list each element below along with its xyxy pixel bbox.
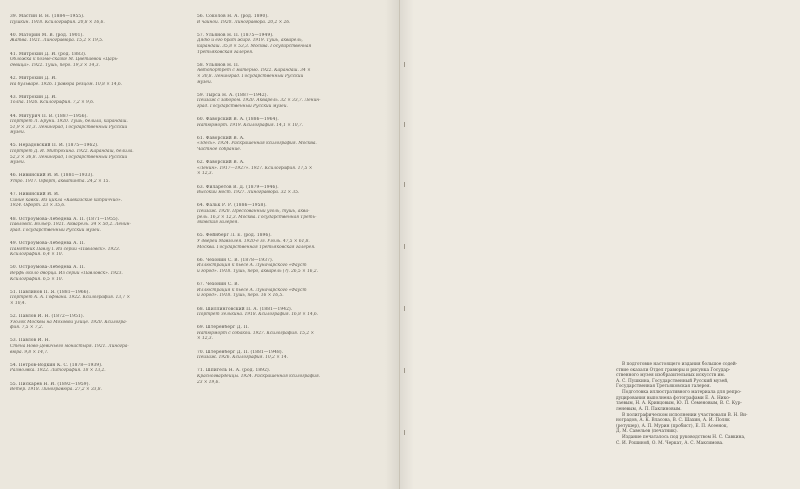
entry-description-line: Толпа. 1926. Ксилография. 7,2 × 9,6. — [10, 100, 95, 106]
catalog-entry — [197, 117, 367, 128]
catalog-entry — [197, 93, 367, 110]
entry-description-line: × 12,3. — [197, 171, 213, 177]
colophon — [616, 362, 792, 446]
entry-description-line: × 10,4. — [10, 300, 26, 306]
entry-description-line: град. Государственный Русский музей. — [10, 227, 101, 233]
entry-artist: 51. Павлинов П. Я. (1881—1966). — [10, 289, 90, 295]
entry-artist: 56. Соколов Н. А. (род. 1890). — [197, 14, 269, 19]
entry-artist: 49. Остроумова-Лебедева А. П. — [10, 240, 85, 246]
catalog-entry — [197, 368, 367, 385]
colophon-line: таевым, Н. А. Кривцовым, Ю. П. Семеновым, В. С. Кур- — [616, 401, 742, 406]
entry-artist: 60. Фаворский В. А. (1886—1964). — [197, 117, 279, 123]
catalog-entry — [10, 114, 170, 136]
entry-description-line: Пушкин. 1918. Ксилография. 20,8 × 16,6. — [10, 19, 105, 25]
catalog-entry — [10, 14, 170, 25]
catalog-entry — [10, 33, 170, 44]
colophon-paragraph — [616, 435, 792, 446]
colophon-line: С. И. Рошиной, О. М. Черкат, А. С. Максимова. — [616, 440, 724, 446]
entry-description-line: Натюрморт. 1919. Ксилография. 14,1 × 10,7. — [197, 122, 304, 128]
entry-description-line: Портрет Зелькина. 1918. Ксилография. 16,8 × 14,6. — [197, 312, 319, 318]
entry-artist: 64. Фальк Р. Р. (1886—1958). — [197, 203, 267, 209]
catalog-entry — [197, 307, 367, 318]
catalog-entry — [197, 136, 367, 153]
catalog-entry — [197, 63, 367, 85]
entry-artist: 54. Петров-Водкин К. С. (1878—1939). — [10, 362, 103, 368]
entry-artist: 61. Фаворский В. А. — [197, 135, 245, 141]
entry-artist: 50. Остроумова-Лебедева А. П. — [10, 265, 85, 271]
entry-artist: 68. Шиллинговский П. А. (1881—1942). — [197, 306, 293, 312]
stitch-mark — [404, 430, 405, 435]
entry-artist: 66. Чехонин С. В. (1878—1937). — [197, 257, 274, 263]
entry-artist: 58. Ульянов Н. П. — [197, 62, 240, 68]
colophon-paragraph — [616, 362, 792, 390]
catalog-entry — [197, 282, 367, 299]
colophon-paragraph — [616, 413, 792, 435]
colophon-line: дуцирования выполнена фотографами Е. А. Нико- — [616, 395, 731, 401]
catalog-entry — [197, 14, 367, 25]
entry-description-line: Иллюстрация к пьесе А. Луначарского «Фауст — [197, 263, 307, 269]
entry-description-line: Пейзаж с забором. 1920. Акварель. 32 × 33,7. Ленин- — [197, 98, 321, 104]
entry-description-line: Ксилография. 6,5 × 10. — [10, 276, 64, 282]
catalog-entry — [10, 290, 170, 307]
entry-description-line: 1924. Офорт. 23 × 35,6. — [10, 203, 66, 209]
colophon-line: В подготовке настоящего издания большое содей- — [622, 362, 738, 367]
entry-artist: 63. Филаретов В. Д. (1879—1946). — [197, 184, 279, 190]
catalog-entry — [197, 233, 367, 250]
entry-artist: 52. Павлов И. Н. (1872—1951). — [10, 314, 85, 320]
colophon-line: ственного музея изобразительных искусств им. — [616, 373, 726, 378]
catalog-entry — [10, 382, 170, 393]
stitch-mark — [404, 368, 405, 373]
entry-artist: 53. Павлов И. Н. — [10, 338, 51, 344]
entry-description-line: Иллюстрация к пьесе А. Луначарского «Фауст — [197, 287, 307, 293]
catalog-entry — [10, 265, 170, 282]
entry-description-line: Уголок Москвы на Моховой улице. 1920. Ксилогра- — [10, 319, 128, 325]
entry-artist: 69. Штеренберг Д. П. — [197, 325, 250, 331]
entry-artist: 39. Мастин В. Н. (1884—1955). — [10, 14, 85, 19]
entry-artist: 41. Митрохин Д. И. (род. 1883). — [10, 51, 87, 57]
right-page — [400, 0, 800, 489]
catalog-entry — [197, 33, 367, 55]
catalog-entry — [197, 325, 367, 342]
entry-description-line: Обложка к поэме-сказке М. Цветаевой «Царь- — [10, 57, 119, 63]
catalog-entry — [197, 185, 367, 196]
entry-description-line: Высокий мост. 1927. Линогравюра. 32 × 35. — [197, 190, 300, 196]
entry-description-line: карандаш. 35,8 × 53,3. Москва. Государственная — [197, 43, 312, 49]
binding-stitches — [404, 0, 405, 489]
stitch-mark — [404, 244, 405, 249]
catalog-entry — [197, 160, 367, 177]
entry-description-line: Жатва. 1921. Линогравюра. 15,2 × 19,5. — [10, 38, 104, 44]
entry-description-line: и город». 1918. Тушь, перо. 16 × 16,5. — [197, 293, 284, 299]
entry-description-line: музей. — [10, 130, 26, 136]
entry-description-line: Дядю и его брат жирг. 1919. Тушь, акварель, — [197, 38, 303, 44]
entry-description-line: У дверей Мавзолея. 1920-е гг. Уголь. 47,5 × 61,8. — [197, 238, 310, 244]
catalog-entry — [10, 217, 170, 234]
colophon-line: Подготовка иллюстративного материала для репро- — [622, 390, 742, 395]
entry-description-line: Размолвка. 1922. Литография. 18 × 13,2. — [10, 368, 106, 374]
entry-description-line: × 12,3. — [197, 336, 213, 342]
entry-description-line: 51,9 × 31,3. Ленинград, Государственный Русский — [10, 124, 128, 130]
entry-description-line: 23 × 19,6. — [197, 379, 220, 385]
entry-description-line: Ксилография. 6,4 × 10. — [10, 252, 64, 258]
entry-description-line: 52,3 × 36,8. Ленинград, Государственный Русский — [10, 154, 128, 160]
colophon-line: Издание печаталось под руководством Н. С. Савкина, — [622, 435, 746, 440]
entry-description-line: рель. 16,3 × 12,3. Москва. Государственная Треть- — [197, 214, 317, 220]
entry-description-line: музей. — [10, 160, 26, 166]
entry-description-line: и город». 1918. Тушь, перо, акварель (?). 26,5 × 16,2. — [197, 268, 319, 274]
catalog-entry — [10, 95, 170, 106]
entry-artist: 45. Нерадовский П. И. (1875—1962). — [10, 143, 99, 149]
entry-description-line: × 30,8. Ленинград. Государственный Русский — [197, 73, 304, 79]
entry-description-line: Памятник Павлу I. Из серии «Павловск». 1923. — [10, 246, 121, 252]
entry-description-line: Третьяковская галерея. — [197, 49, 254, 55]
colophon-line: леневым, А. П. Паклиновым. — [616, 406, 682, 412]
entry-description-line: Натюрморт с собакой. 1927. Ксилография. 15,2 × — [197, 330, 315, 336]
entry-description-line: «Ленин». 1917—1927». 1927. Ксилография. 17,5 × — [197, 165, 313, 171]
catalog-entry — [197, 258, 367, 275]
catalog-column-2 — [197, 14, 367, 393]
entry-description-line: «Здесь». 1924. Раскрашенная ксилография. Москва. — [197, 141, 317, 147]
entry-artist: 67. Чехонин С. В. — [197, 282, 240, 288]
entry-description-line: Портрет А. А. Гофмана. 1922. Ксилография. 13,7 × — [10, 295, 131, 301]
stitch-mark — [404, 182, 405, 187]
catalog-column-1 — [10, 14, 170, 400]
entry-description-line: Утро. 1917. Офорт, акватинта. 24,2 × 15. — [10, 179, 110, 185]
colophon-line: В полиграфическом исполнении участвовали В. Н. Ви- — [622, 412, 748, 418]
entry-artist: 47. Нивинский И. И. — [10, 192, 60, 198]
entry-artist: 71. Шпигель Н. А. (род. 1892). — [197, 368, 271, 374]
entry-description-line: вюра. 9,8 × 14,7. — [10, 349, 49, 355]
entry-description-line: Автопортрет с матерью. 1922. Карандаш. 34 × — [197, 68, 311, 74]
entry-description-line: град. Государственный Русский музей. — [197, 103, 288, 109]
entry-description-line: Красногвардейцы. 1924. Раскрашенная ксилография. — [197, 374, 321, 380]
entry-artist: 62. Фаворский В. А. — [197, 160, 245, 166]
entry-description-line: Портрет Д. И. Митрохина. 1922. Карандаш, белила. — [10, 149, 134, 155]
stitch-mark — [404, 62, 405, 67]
catalog-entry — [197, 203, 367, 225]
catalog-entry — [10, 52, 170, 69]
entry-description-line: В чайной. 1920. Линогравюра. 20,2 × 26. — [197, 19, 291, 25]
colophon-line: ствие оказали Отдел гравюры и рисунка Государ- — [616, 367, 731, 373]
entry-description-line: Верфь около дворца. Из серии «Павловск». 1923. — [10, 270, 123, 276]
entry-artist: 46. Нивинский И. И. (1881—1933). — [10, 173, 94, 179]
entry-description-line: Москва. Государственная Третьяковская галерея. — [197, 244, 316, 250]
catalog-entry — [10, 338, 170, 355]
catalog-entry — [10, 76, 170, 87]
entry-description-line: Частное собрание. — [197, 147, 242, 153]
stitch-mark — [404, 122, 405, 127]
entry-description-line: Портрет Л. Бруни. 1920. Тушь, белила, карандаш. — [10, 119, 128, 125]
catalog-entry — [197, 350, 367, 361]
catalog-entry — [10, 314, 170, 331]
entry-description-line: На бульваре. 1926. Гравюра резцом. 10,8 × 14,6. — [10, 81, 123, 87]
catalog-entry — [10, 363, 170, 374]
entry-description-line: Синие кавки. Из цикла «Кавказские каприччио». — [10, 197, 122, 203]
catalog-entry — [10, 143, 170, 165]
colophon-line: ноградов, А. К. Власова, В. С. Шахин, А. И. Поляк — [616, 418, 730, 423]
entry-description-line: яковская галерея. — [197, 220, 239, 226]
catalog-entry — [10, 241, 170, 258]
entry-artist: 55. Пискарев Н. И. (1892—1959). — [10, 381, 91, 387]
entry-artist: 65. Фейнберг Л. Е. (род. 1896). — [197, 233, 272, 239]
colophon-line: Д. М. Савельев (печатник). — [616, 429, 678, 434]
entry-artist: 40. Маторин М. В. (род. 1901). — [10, 32, 84, 38]
colophon-line: Государственная Третьяковская галерея. — [616, 384, 711, 389]
stitch-mark — [404, 306, 405, 311]
catalog-entry — [10, 173, 170, 184]
entry-artist: 48. Остроумова-Лебедева А. П. (1871—1955). — [10, 216, 120, 222]
entry-description-line: девица». 1922. Тушь, перо. 19,3 × 14,3. — [10, 62, 100, 68]
entry-description-line: музей. — [197, 79, 213, 85]
entry-description-line: Пейзаж. 1926. Ксилография. 10,2 × 14. — [197, 355, 288, 361]
colophon-line: А. С. Пушкина, Государственный Русский музей, — [616, 378, 729, 384]
entry-artist: 43. Митрохин Д. И. — [10, 94, 57, 100]
entry-description-line: Пейзаж. 1920. Прессованный уголь, тушь, аква- — [197, 209, 310, 214]
entry-description-line: фия. 7,5 × 7,2. — [10, 325, 44, 331]
entry-description-line: Павловск. Вольер. 1921. Акварель. 34 × 50,2. Ленин- — [10, 222, 131, 228]
catalog-entry — [10, 192, 170, 209]
entry-artist: 57. Ульянов Н. П. (1875—1949). — [197, 32, 274, 38]
entry-description-line: Ветер. 1918. Линогравюра. 27,2 × 33,8. — [10, 387, 102, 393]
colophon-paragraph — [616, 390, 792, 412]
colophon-line: (ретушер), А. П. Мурин (пробист), Е. П. Асеенок, — [616, 423, 728, 429]
gutter-shadow — [385, 0, 399, 489]
entry-artist: 42. Митрохин Д. И. — [10, 75, 57, 81]
entry-artist: 44. Митурич П. В. (1887—1956). — [10, 113, 88, 119]
entry-artist: 59. Тырса Н. А. (1887—1942). — [197, 92, 269, 98]
entry-description-line: Стена Ново-Девичьего монастыря. 1921. Линогра- — [10, 344, 129, 350]
entry-artist: 70. Штеренберг Д. П. (1881—1948). — [197, 349, 284, 355]
gutter-shadow — [400, 0, 414, 489]
